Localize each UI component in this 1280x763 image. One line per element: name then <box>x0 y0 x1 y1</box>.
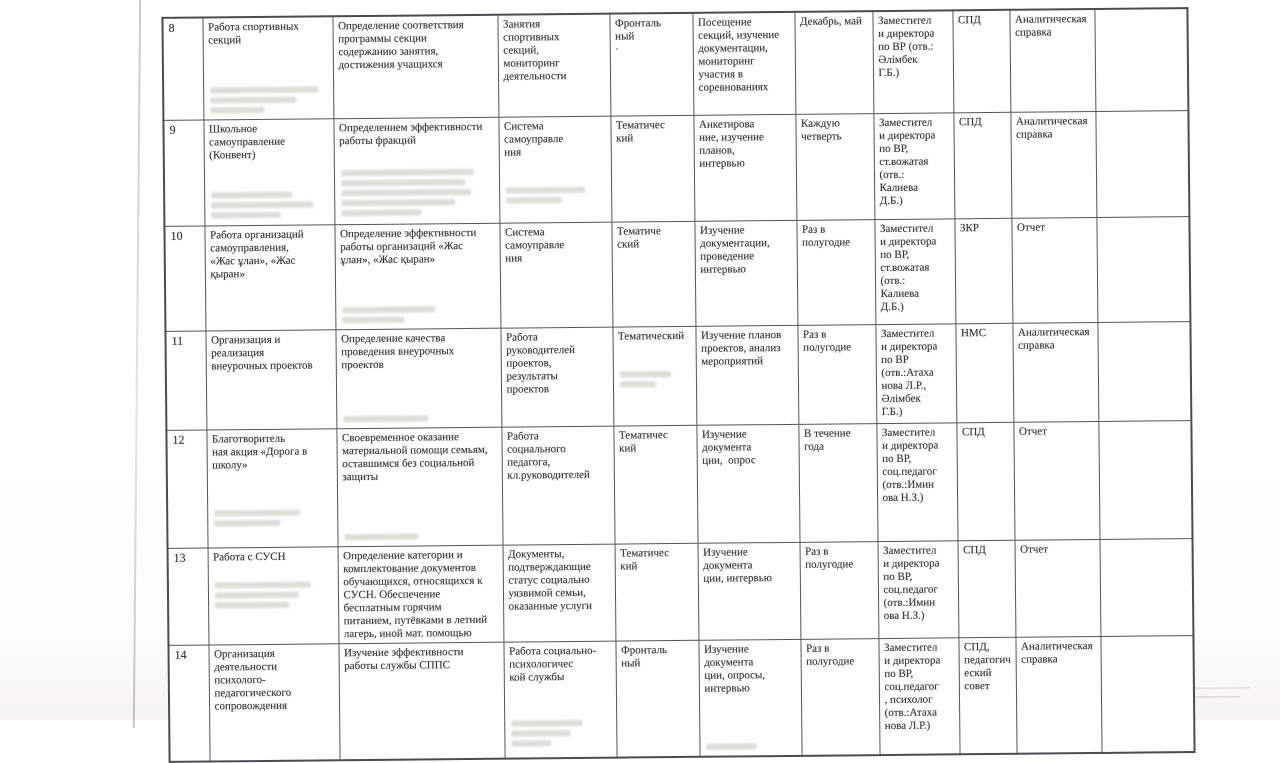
bleed-through-artifact <box>341 209 422 216</box>
cell-text: 10 <box>170 228 183 243</box>
cell-r8-goal <box>332 15 498 119</box>
cell-text: Работа с СУСН <box>213 550 286 564</box>
cell-r12-responsible <box>876 423 957 542</box>
cell-r14-goal <box>338 642 504 760</box>
cell-text: Заместител и директора по ВР, соц.педагог , психолог (отв.:Атаха нова Л.Р.) <box>883 641 941 733</box>
bleed-through-artifact <box>344 533 418 540</box>
cell-r13-form <box>615 543 699 641</box>
cell-text: Определение эффективности работы организаций «Жас ұлан», «Жас қыран» <box>339 226 477 267</box>
cell-text: Тематичес кий <box>618 429 668 455</box>
cell-text: Тематиче ский <box>616 225 661 251</box>
cell-r8-extra <box>1094 8 1188 111</box>
cell-text: Посещение секций, изучение документации, мониторинг участия в соревнованиях <box>697 16 780 94</box>
bleed-through-artifact <box>706 743 757 749</box>
bleed-through-artifact <box>619 381 656 387</box>
cell-r13-result <box>1015 539 1101 637</box>
cell-r9-topic <box>203 119 334 226</box>
cell-text: Организация и реализация внеурочных проектов <box>210 333 313 373</box>
cell-text: Отчет <box>1020 543 1049 556</box>
cell-text: Изучение документа ции, опросы, интервью <box>703 643 766 695</box>
cell-r8-topic <box>202 16 333 120</box>
cell-r9-term <box>795 114 874 221</box>
cell-r12-methods <box>696 424 799 543</box>
cell-text: Школьное самоуправление (Конвент) <box>208 123 286 162</box>
cell-text: 14 <box>174 647 187 662</box>
bleed-through-artifact <box>341 179 465 186</box>
cell-text: СПД <box>963 544 986 557</box>
table-row <box>162 8 1188 120</box>
cell-text: Декабрь, май <box>799 15 862 28</box>
bleed-through-artifact <box>215 602 289 609</box>
cell-text: Фронталь ный · <box>614 17 662 56</box>
cell-r14-methods <box>698 639 801 756</box>
bleed-through-artifact <box>211 212 281 219</box>
cell-text: Аналитическая справка <box>1020 640 1093 666</box>
cell-text: Каждую четверть <box>800 117 842 143</box>
cell-text: Работа социального педагога, кл.руководителей <box>506 430 590 482</box>
cell-text: СПД <box>961 426 985 439</box>
cell-text: Работа социально- психологичес кой службы <box>508 644 597 684</box>
cell-r9-responsible <box>873 113 954 220</box>
cell-r9-methods <box>693 114 796 221</box>
cell-text: В течение года <box>803 427 851 453</box>
bleed-through-artifact <box>214 592 298 599</box>
cell-text: Заместител и директора по ВР, ст.вожатая (отв.: Калиева Д.Б.) <box>879 222 937 314</box>
bleed-through-artifact <box>211 192 293 199</box>
cell-r11-num <box>165 331 206 430</box>
bleed-through-artifact <box>342 317 404 324</box>
cell-r14-term <box>800 639 879 756</box>
cell-text: Определение соответствия программы секции содержанию занятия, достижения учащихся <box>337 19 464 72</box>
cell-text: Работа руководителей проектов, результаты проектов <box>505 331 576 396</box>
cell-text: Изучение эффективности работы службы СППС <box>344 646 464 673</box>
cell-text: Тематический <box>617 329 685 343</box>
cell-text <box>1103 325 1185 326</box>
cell-r14-responsible <box>878 638 959 755</box>
cell-text: Благотворитель ная акция «Дорога в школу» <box>211 432 308 472</box>
cell-r8-responsible <box>872 10 953 113</box>
cell-r8-num <box>162 18 203 121</box>
cell-r13-topic <box>208 547 339 645</box>
cell-r11-topic <box>205 330 336 430</box>
cell-r10-form <box>611 221 695 327</box>
bleed-through-artifact <box>340 169 473 176</box>
cell-r14-result <box>1015 636 1101 753</box>
cell-r9-object <box>498 116 611 223</box>
cell-text <box>1100 12 1182 13</box>
cell-text: Изучение документа ции, интервью <box>703 546 772 585</box>
cell-text: СПД <box>958 116 982 129</box>
cell-r14-form <box>615 640 699 757</box>
cell-text: Заместител и директора по ВР, ст.вожатая (отв.: Калиева Д.Б.) <box>878 116 936 208</box>
cell-r10-board <box>954 218 1012 324</box>
cell-text: Аналитическая справка <box>1017 326 1090 352</box>
cell-text <box>1101 114 1183 115</box>
cell-r11-responsible <box>875 324 956 424</box>
cell-text: Определением эффективности работы фракций <box>338 120 483 148</box>
cell-text: Заместител и директора по ВР, соц.педагог (отв.:Имин ова Н.З.) <box>881 426 939 505</box>
bleed-through-artifact <box>210 86 318 93</box>
cell-r10-methods <box>694 220 797 326</box>
cell-r8-form <box>609 13 693 116</box>
cell-r14-extra <box>1100 636 1194 753</box>
table-row <box>168 539 1194 646</box>
cell-text: Раз в полугодие <box>805 545 854 571</box>
cell-r8-object <box>497 14 610 118</box>
cell-text: Организация деятельности психолого- педагогического сопровождения <box>214 647 292 713</box>
cell-text <box>1102 220 1184 221</box>
cell-text <box>1105 542 1187 543</box>
bleed-through-artifact <box>214 520 280 527</box>
table-row <box>163 111 1189 227</box>
cell-r12-term <box>798 424 877 543</box>
cell-text: Аналитическая справка <box>1014 13 1087 39</box>
cell-r10-num <box>164 226 205 331</box>
cell-text: 9 <box>169 122 176 137</box>
cell-r13-board <box>958 540 1016 638</box>
cell-r8-methods <box>692 12 795 115</box>
cell-r9-goal <box>333 117 499 225</box>
table-row <box>164 217 1190 332</box>
cell-text: Заместител и директора по ВР, соц.педагог (отв.:Имин ова Н.З.) <box>883 544 940 623</box>
cell-text: Определение качества проведения внеурочных проектов <box>340 332 455 372</box>
cell-r12-object <box>501 426 614 545</box>
cell-r12-board <box>956 422 1014 541</box>
cell-text: Своевременное оказание материальной помощи семьям, оставшимся без социальной защиты <box>341 431 488 484</box>
cell-text: Работа организаций самоуправления, «Жас ұлан», «Жас қыран» <box>209 228 304 281</box>
cell-text: Раз в полугодие <box>805 642 855 668</box>
cell-r8-board <box>952 10 1010 113</box>
cell-r9-extra <box>1095 111 1189 218</box>
cell-text: Система самоуправле ния <box>504 226 565 265</box>
cell-text: ЗКР <box>959 222 980 235</box>
cell-r13-term <box>800 542 879 640</box>
table-row <box>165 322 1191 431</box>
cell-r10-object <box>499 222 612 328</box>
bleed-through-artifact <box>506 187 586 194</box>
bleed-through-artifact <box>210 97 296 104</box>
cell-r11-goal <box>335 328 501 429</box>
cell-r8-term <box>794 11 873 114</box>
cell-r9-num <box>163 120 204 226</box>
cell-text: Отчет <box>1016 221 1046 234</box>
cell-text: Работа спортивных секций <box>207 20 299 47</box>
cell-r12-result <box>1013 421 1099 540</box>
cell-r11-object <box>500 327 613 427</box>
cell-r11-methods <box>695 325 798 425</box>
cell-r12-form <box>613 425 697 544</box>
cell-r10-term <box>796 220 875 326</box>
cell-r13-methods <box>698 542 801 640</box>
cell-r12-topic <box>206 429 337 548</box>
plan-table-wrapper <box>161 7 1193 763</box>
cell-r11-result <box>1012 322 1098 422</box>
bleed-through-artifact <box>342 306 435 313</box>
cell-text: Система самоуправле ния <box>503 120 564 159</box>
bleed-through-artifact <box>211 201 313 208</box>
cell-r13-extra <box>1100 539 1194 637</box>
cell-r10-responsible <box>874 219 955 325</box>
cell-text: Заместител и директора по ВР (отв.: Әлімбек Г.Б.) <box>877 14 935 80</box>
cell-r14-num <box>168 645 209 762</box>
cell-text: 11 <box>171 333 184 348</box>
cell-r12-extra <box>1098 421 1192 540</box>
cell-text: Фронталь ный <box>620 644 668 670</box>
cell-text: Отчет <box>1018 425 1048 438</box>
cell-r10-result <box>1011 217 1097 323</box>
cell-text: 12 <box>172 432 185 447</box>
bleed-through-artifact <box>511 730 570 737</box>
cell-r8-result <box>1009 9 1095 112</box>
cell-r11-form <box>612 326 696 426</box>
cell-text: Изучение планов проектов, анализ мероприятий <box>700 329 782 368</box>
cell-r11-extra <box>1097 322 1191 422</box>
cell-text: Изучение документа ции, опрос <box>701 428 756 467</box>
cell-text: Тематичес кий <box>615 119 665 145</box>
cell-text: СПД <box>957 14 981 27</box>
cell-text: Аналитическая справка <box>1015 115 1088 141</box>
cell-text <box>1106 639 1188 640</box>
cell-text: Анкетирова ние, изучение планов, интервью <box>698 118 764 170</box>
bleed-through-artifact <box>210 107 264 114</box>
cell-text: Занятия спортивных секций, мониторинг деятельности <box>502 18 567 83</box>
bleed-through-artifact <box>343 415 428 422</box>
cell-text: 8 <box>168 20 175 35</box>
cell-text: Изучение документации, проведение интервью <box>699 224 770 276</box>
bleed-through-artifact <box>619 371 670 377</box>
table-body <box>162 8 1194 762</box>
cell-text: Раз в полугодие <box>801 223 851 249</box>
cell-text: 13 <box>173 550 186 565</box>
bleed-through-artifact <box>511 740 552 746</box>
cell-r14-object <box>503 641 616 759</box>
control-plan-table <box>161 7 1195 763</box>
cell-r11-term <box>797 325 876 425</box>
cell-r13-num <box>168 548 209 645</box>
cell-text: СПД, педагогич еский совет <box>963 641 1011 693</box>
cell-r13-responsible <box>878 541 959 639</box>
cell-r14-topic <box>208 644 339 762</box>
table-row <box>168 636 1194 762</box>
cell-r9-board <box>953 112 1011 219</box>
bleed-through-artifact <box>214 582 310 589</box>
cell-r12-goal <box>336 427 502 547</box>
cell-text: Раз в полугодие <box>802 328 852 354</box>
cell-r9-form <box>610 115 694 222</box>
bleed-through-artifact <box>511 720 582 727</box>
table-row <box>166 421 1192 549</box>
cell-text: Документы, подтверждающие статус социально уязвимой семьи, оказанные услуги <box>508 548 593 613</box>
cell-r14-board <box>958 637 1016 754</box>
cell-r10-goal <box>334 223 500 330</box>
bleed-through-artifact <box>506 197 562 204</box>
cell-r9-result <box>1010 111 1096 218</box>
cell-text: Тематичес кий <box>620 547 670 573</box>
cell-r10-topic <box>204 225 335 331</box>
cell-r12-num <box>166 430 207 548</box>
cell-text <box>1104 424 1186 425</box>
bleed-through-artifact <box>341 199 456 206</box>
bleed-through-artifact <box>214 510 300 517</box>
cell-r13-goal <box>338 545 504 644</box>
cell-text: Заместител и директора по ВР (отв.:Атаха нова Л.Р., Әлімбек Г.Б.) <box>880 327 938 419</box>
cell-text: Определение категории и комплектование документов обучающихся, относящихся к СУСН. Обеспечение бесплатным горячим питанием, путёвками в летний лагерь, иной мат. помощью <box>343 549 488 641</box>
cell-r11-board <box>955 323 1013 423</box>
cell-r13-object <box>503 544 616 642</box>
bleed-through-artifact <box>341 189 471 196</box>
cell-text: НМС <box>960 327 987 340</box>
cell-r10-extra <box>1096 217 1190 323</box>
